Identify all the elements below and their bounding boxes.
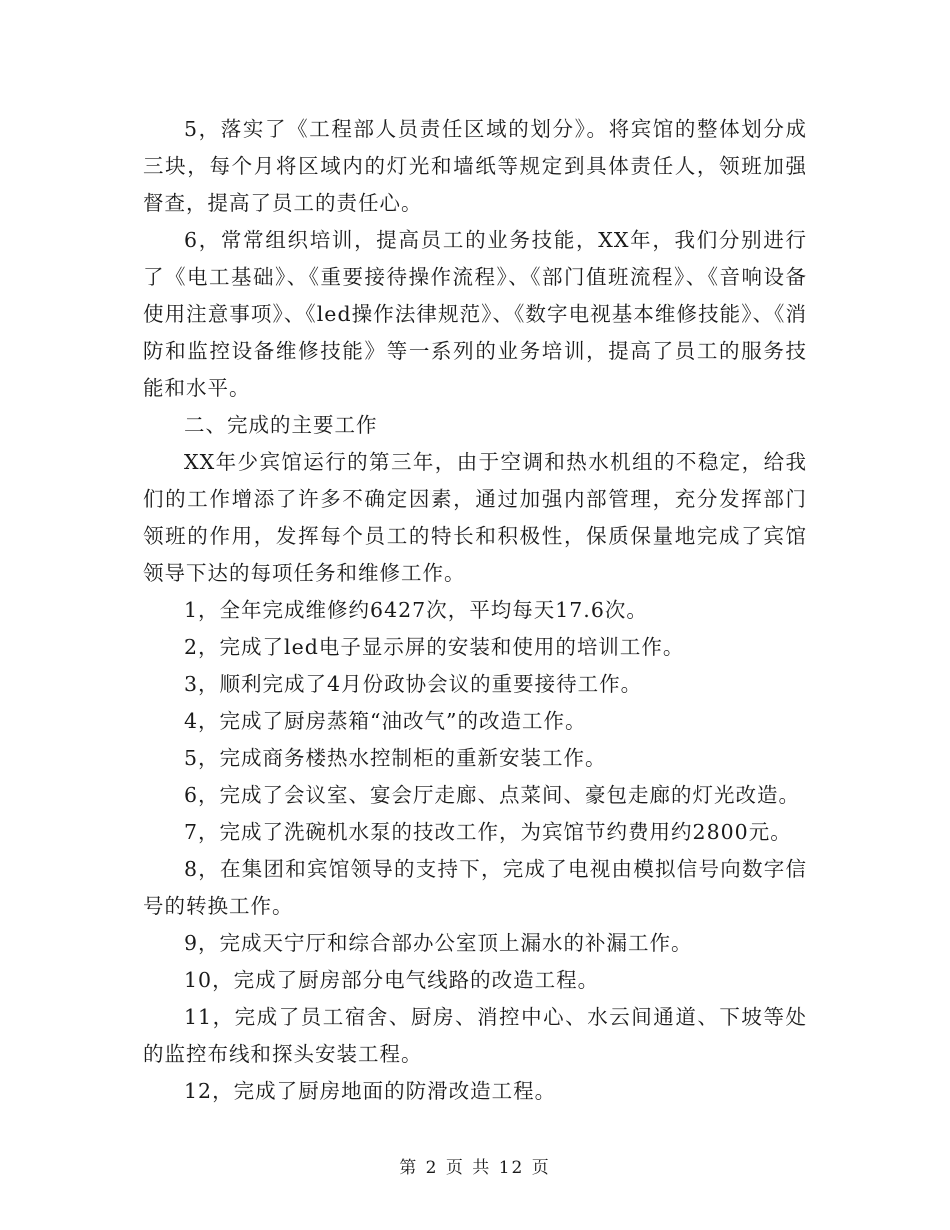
list-item-8: 8，在集团和宾馆领导的支持下，完成了电视由模拟信号向数字信号的转换工作。 [143,857,807,918]
list-item-6: 6，完成了会议室、宴会厅走廊、点菜间、豪包走廊的灯光改造。 [184,783,801,807]
list-item-2: 2，完成了led电子显示屏的安装和使用的培训工作。 [184,635,685,659]
list-item-3: 3，顺利完成了4月份政协会议的重要接待工作。 [184,672,643,696]
document-body [143,111,807,1110]
section-heading-main-work: 二、完成的主要工作 [184,413,378,437]
list-item-11: 11，完成了员工宿舍、厨房、消控中心、水云间通道、下坡等处的监控布线和探头安装工程。 [143,1005,807,1066]
list-item-9: 9，完成天宁厅和综合部办公室顶上漏水的补漏工作。 [184,931,693,955]
list-item-10: 10，完成了厨房部分电气线路的改造工程。 [184,968,600,992]
paragraph-item-6-training: 6，常常组织培训，提高员工的业务技能，XX年，我们分别进行了《电工基础》、《重要接待操作流程》、《部门值班流程》、《音响设备使用注意事项》、《led操作法律规范》、《数字电视基本维修技能》、《消防和监控设备维修技能》等一系列的业务培训，提高了员工的服务技能和水平。 [143,228,807,400]
paragraph-intro-third-year: XX年少宾馆运行的第三年，由于空调和热水机组的不稳定，给我们的工作增添了许多不确定因素，通过加强内部管理，充分发挥部门领班的作用，发挥每个员工的特长和积极性，保质保量地完成了宾馆领导下达的每项任务和维修工作。 [143,450,807,585]
list-item-5: 5，完成商务楼热水控制柜的重新安装工作。 [184,746,607,770]
list-item-4: 4，完成了厨房蒸箱“油改气”的改造工作。 [184,709,587,733]
list-item-1: 1，全年完成维修约6427次，平均每天17.6次。 [184,598,648,622]
list-item-12: 12，完成了厨房地面的防滑改造工程。 [184,1079,557,1103]
page-footer: 第 2 页 共 12 页 [399,1158,551,1178]
paragraph-item-5-responsibility: 5，落实了《工程部人员责任区域的划分》。将宾馆的整体划分成三块，每个月将区域内的灯光和墙纸等规定到具体责任人，领班加强督查，提高了员工的责任心。 [143,117,807,215]
list-item-7: 7，完成了洗碗机水泵的技改工作，为宾馆节约费用约2800元。 [184,820,792,844]
